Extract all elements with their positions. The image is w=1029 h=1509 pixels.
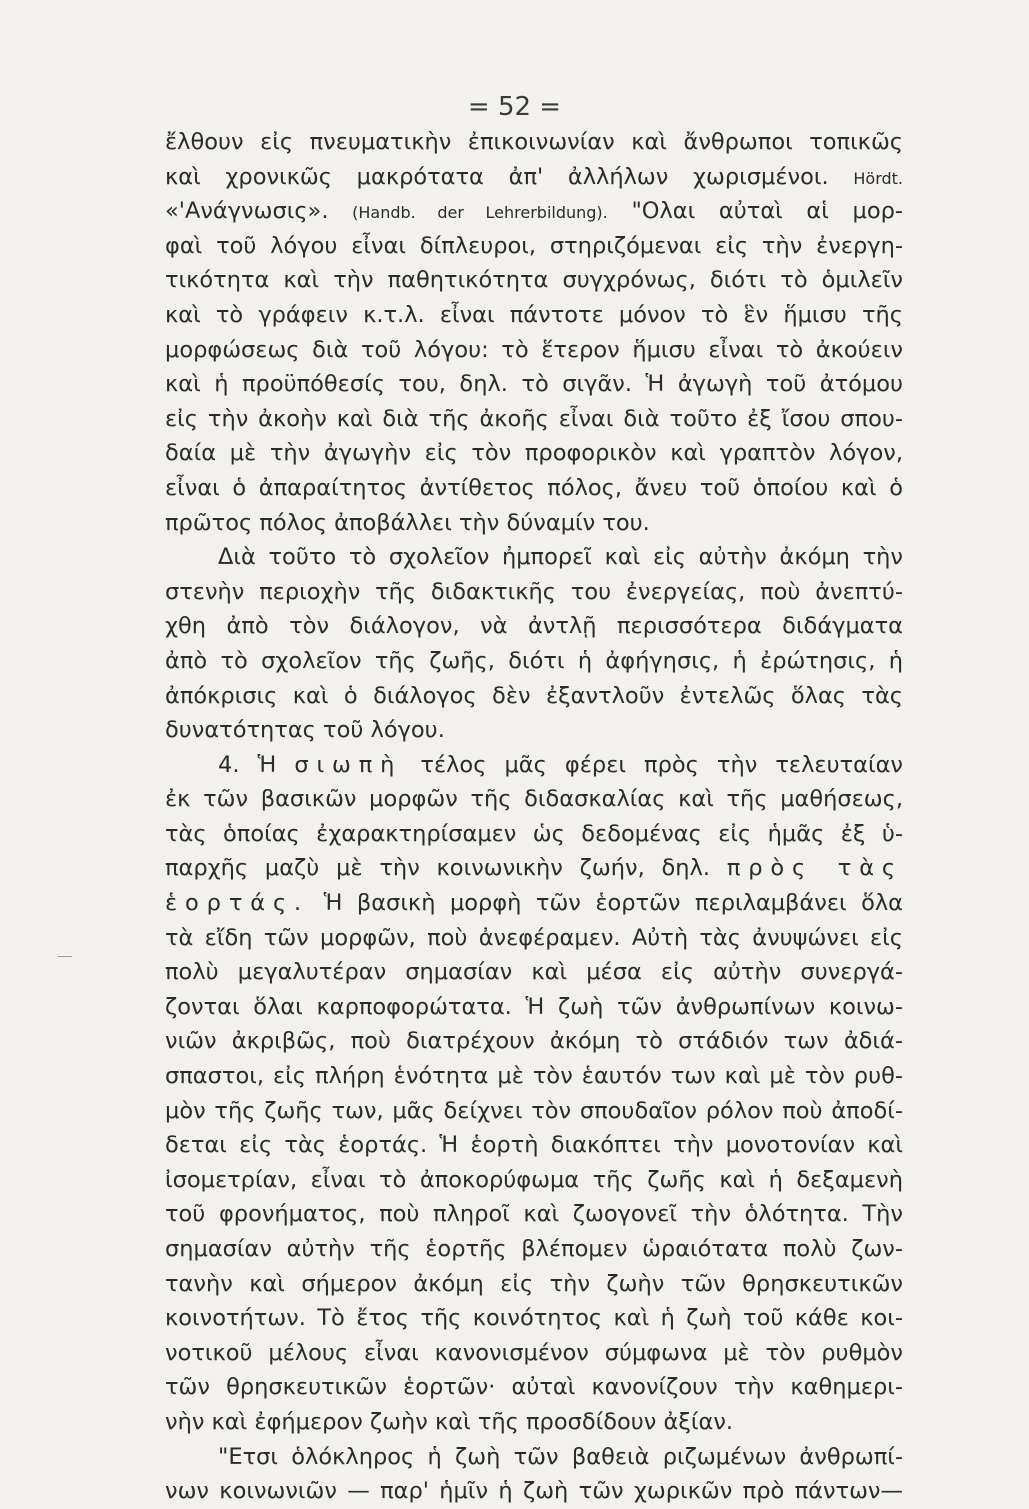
paragraph-3: [165, 748, 903, 1440]
text-line: πρῶτος πόλος ἀποβάλλει τὴν δύναμίν του.: [165, 509, 650, 536]
text-line: ἀπόκρισις καὶ ὁ διάλογος δὲν ἐξαντλοῦν ἐντελῶς ὅλας τὰς: [165, 682, 903, 709]
body-text: [165, 125, 903, 1509]
text-line: ἑορτάς. Ἡ βασικὴ μορφὴ τῶν ἑορτῶν περιλαμβάνει ὅλα: [165, 890, 903, 917]
text-line: στενὴν περιοχὴν τῆς διδακτικῆς του ἐνεργείας, ποὺ ἀνεπτύ-: [165, 578, 903, 605]
text-line: ζονται ὅλαι καρποφορώτατα. Ἡ ζωὴ τῶν ἀνθρωπίνων κοινω-: [165, 993, 903, 1020]
text-line: Διὰ τοῦτο τὸ σχολεῖον ἠμπορεῖ καὶ εἰς αὐτὴν ἀκόμη τὴν: [218, 544, 903, 571]
text-line: κοινοτήτων. Τὸ ἔτος τῆς κοινότητος καὶ ἡ ζωὴ τοῦ κάθε κοι-: [165, 1305, 903, 1332]
text-line: φαὶ τοῦ λόγου εἶναι δίπλευροι, στηριζόμεναι εἰς τὴν ἐνεργη-: [165, 232, 903, 259]
text-line: τανὴν καὶ σήμερον ἀκόμη εἰς τὴν ζωὴν τῶν θρησκευτικῶν: [165, 1270, 903, 1297]
text-line: τὰ εἴδη τῶν μορφῶν, ποὺ ἀνεφέραμεν. Αὐτὴ τὰς ἀνυψώνει εἰς: [165, 924, 903, 951]
text-line: καὶ χρονικῶς μακρότατα ἀπ' ἀλλήλων χωρισμένοι. Hördt.: [165, 163, 903, 190]
text-line: καὶ τὸ γράφειν κ.τ.λ. εἶναι πάντοτε μόνον τὸ ἓν ἥμισυ τῆς: [165, 301, 903, 328]
paragraph-4: [165, 1440, 903, 1509]
text-line: δαία μὲ τὴν ἀγωγὴν εἰς τὸν προφορικὸν καὶ γραπτὸν λόγον,: [165, 440, 903, 467]
text-line: χθη ἀπὸ τὸν διάλογον, νὰ ἀντλῇ περισσότερα διδάγματα: [165, 613, 903, 640]
text-line: νων κοινωνιῶν — παρ' ἡμῖν ἡ ζωὴ τῶν χωρικῶν πρὸ πάντων—: [165, 1478, 903, 1505]
text-line: τικότητα καὶ τὴν παθητικότητα συγχρόνως, διότι τὸ ὁμιλεῖν: [165, 267, 903, 294]
text-line: τῶν θρησκευτικῶν ἑορτῶν· αὐταὶ κανονίζουν τὴν καθημερι-: [165, 1374, 903, 1401]
text-line: εἰς τὴν ἀκοὴν καὶ διὰ τῆς ἀκοῆς εἶναι διὰ τοῦτο ἐξ ἴσου σπου-: [165, 405, 903, 432]
text-line: ἰσομετρίαν, εἶναι τὸ ἀποκορύφωμα τῆς ζωῆς καὶ ἡ δεξαμενὴ: [165, 1166, 903, 1193]
text-line: δυνατότητας τοῦ λόγου.: [165, 717, 445, 744]
text-line: μορφώσεως διὰ τοῦ λόγου: τὸ ἕτερον ἥμισυ εἶναι τὸ ἀκούειν: [165, 336, 903, 363]
book-citation: (Handb. der Lehrerbildung).: [352, 203, 608, 223]
page-number: = 52 =: [467, 92, 562, 122]
emphasis: ἑορτάς.: [165, 890, 310, 917]
text-line: 4. Ἡ σιωπὴ τέλος μᾶς φέρει πρὸς τὴν τελευταίαν: [218, 751, 903, 778]
margin-mark: [58, 956, 72, 957]
text-line: δεται εἰς τὰς ἑορτάς. Ἡ ἑορτὴ διακόπτει τὴν μονοτονίαν καὶ: [165, 1132, 903, 1159]
text-line: εἶναι ὁ ἀπαραίτητος ἀντίθετος πόλος, ἄνευ τοῦ ὁποίου καὶ ὁ: [165, 474, 903, 501]
text-line: μὸν τῆς ζωῆς των, μᾶς δείχνει τὸν σπουδαῖον ρόλον ποὺ ἀποδί-: [165, 1097, 903, 1124]
text-line: ἀπὸ τὸ σχολεῖον τῆς ζωῆς, διότι ἡ ἀφήγησις, ἡ ἐρώτησις, ἡ: [165, 647, 903, 674]
text-line: ἐκ τῶν βασικῶν μορφῶν τῆς διδασκαλίας καὶ τῆς μαθήσεως,: [165, 786, 903, 813]
text-line: ἔλθουν εἰς πνευματικὴν ἐπικοινωνίαν καὶ ἄνθρωποι τοπικῶς: [165, 129, 903, 155]
text-line: σπαστοι, εἰς πλήρη ἑνότητα μὲ τὸν ἑαυτόν των καὶ μὲ τὸν ρυθ-: [165, 1063, 903, 1090]
text-line: "Ετσι ὁλόκληρος ἡ ζωὴ τῶν βαθειὰ ριζωμένων ἀνθρωπί-: [218, 1443, 903, 1470]
text-line: σημασίαν αὐτὴν τῆς ἑορτῆς βλέπομεν ὡραιότατα πολὺ ζων-: [165, 1236, 903, 1262]
text-line: «'Ανάγνωσις». (Handb. der Lehrerbildung). "Ολαι αὐταὶ αἱ μορ-: [165, 198, 903, 225]
text-line: νὴν καὶ ἐφήμερον ζωὴν καὶ τῆς προσδίδουν ἀξίαν.: [165, 1408, 734, 1435]
text-line: παρχῆς μαζὺ μὲ τὴν κοινωνικὴν ζωήν, δηλ. πρὸς τὰς: [165, 855, 903, 882]
text-line: νοτικοῦ μέλους εἶναι κανονισμένον σύμφωνα μὲ τὸν ρυθμὸν: [165, 1339, 903, 1366]
text-line: τὰς ὁποίας ἐχαρακτηρίσαμεν ὡς δεδομένας εἰς ἡμᾶς ἐξ ὑ-: [165, 820, 903, 847]
text-line: καὶ ἡ προϋπόθεσίς του, δηλ. τὸ σιγᾶν. Ἡ ἀγωγὴ τοῦ ἀτόμου: [165, 371, 903, 398]
paragraph-1: [165, 125, 903, 540]
text-line: τοῦ φρονήματος, ποὺ πληροῖ καὶ ζωογονεῖ τὴν ὁλότητα. Τὴν: [165, 1201, 903, 1228]
text-line: πολὺ μεγαλυτέραν σημασίαν καὶ μέσα εἰς αὐτὴν συνεργά-: [165, 959, 903, 986]
author-citation: Hördt.: [853, 168, 903, 188]
emphasis: πρὸς τὰς: [726, 855, 903, 882]
text-line: νιῶν ἀκριβῶς, ποὺ διατρέχουν ἀκόμη τὸ στάδιόν των ἀδιά-: [165, 1028, 903, 1055]
paragraph-2: [165, 540, 903, 748]
emphasis: σιωπὴ: [294, 751, 403, 778]
